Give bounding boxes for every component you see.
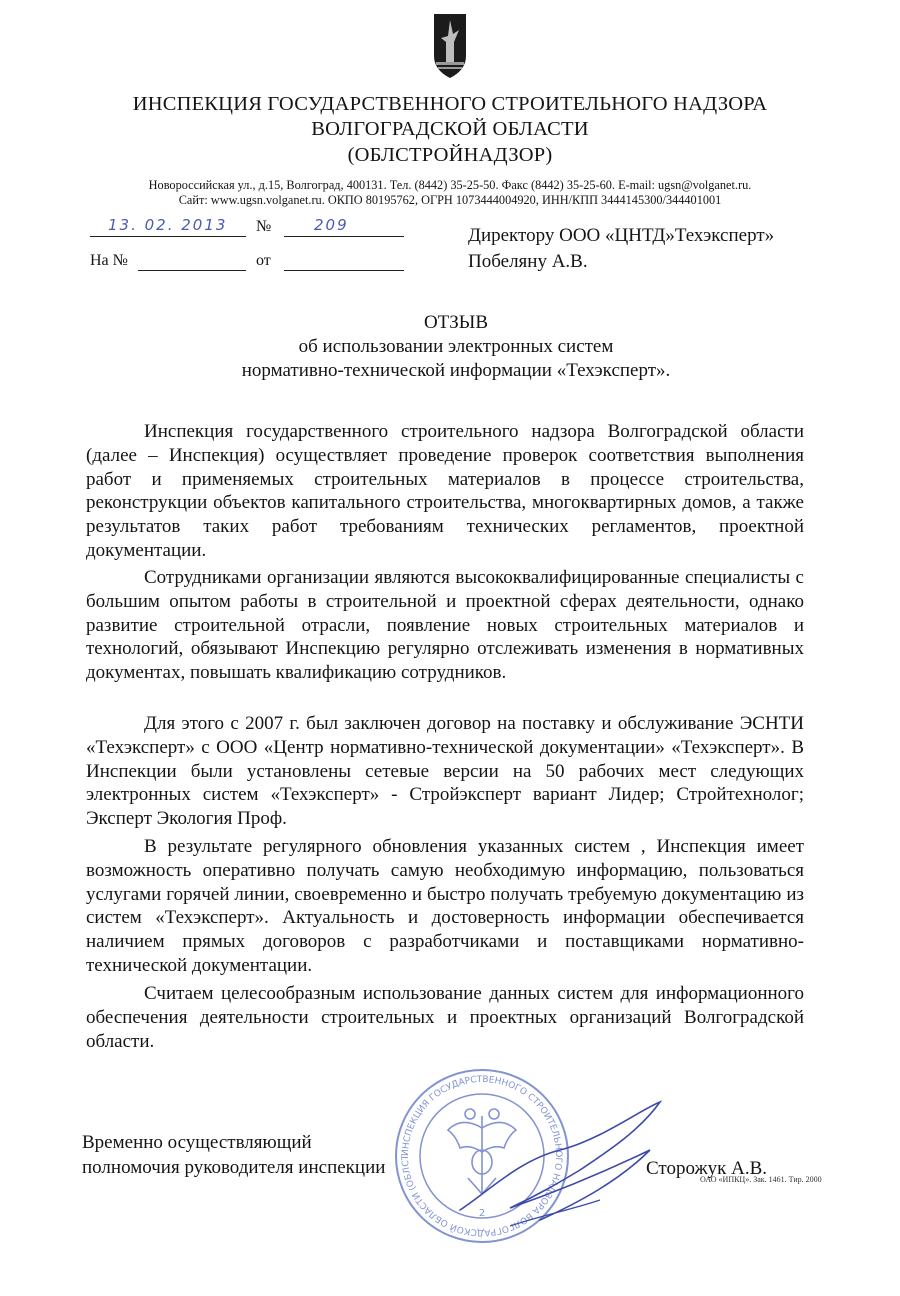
document-subtitle1: об использовании электронных систем <box>298 336 614 357</box>
number-label: № <box>256 218 272 235</box>
body-paragraph-3: Для этого с 2007 г. был заключен договор на поставку и обслуживание ЭСНТИ «Техэксперт» с ООО «Центр нормативно-технической документации» «Техэксперт». В Инспекции были установлены сетевые версии на 50 рабочих мест следующих электронных систем «Техэксперт» - Стройэксперт вариант Лидер; Стройтехнолог; Эксперт Экология Проф. <box>86 713 804 830</box>
signatory-name: Сторожук А.В. <box>646 1158 768 1179</box>
seal-text: ИНСПЕКЦИЯ ГОСУДАРСТВЕННОГО СТРОИТЕЛЬНОГО НАДЗОРА ВОЛГОГРАДСКОЙ ОБЛАСТИ (ОБЛСТ <box>400 1074 564 1238</box>
outgoing-number: 209 <box>314 216 349 234</box>
contacts-line1: Новороссийская ул., д.15, Волгоград, 400131. Тел. (8442) 35-25-50. Факс (8442) 35-25-60. E-mail: ugsn@volganet.ru. <box>148 178 752 192</box>
contacts-line2: Сайт: www.ugsn.volganet.ru. ОКПО 80195762, ОГРН 1073444004920, ИНН/КПП 3444145300/344401001 <box>178 193 722 207</box>
org-name-line2: ВОЛГОГРАДСКОЙ ОБЛАСТИ <box>311 118 589 140</box>
registration-block <box>90 212 410 272</box>
signatory-position-line1: Временно осуществляющий <box>82 1132 312 1153</box>
body-paragraph-5: Считаем целесообразным использование данных систем для информационного обеспечения деятельности строительных и проектных организаций Волгоградской области. <box>86 983 804 1052</box>
ref-date-label: от <box>256 252 271 269</box>
recipient-line2: Побеляну А.В. <box>468 251 588 272</box>
signatory-position-line2: полномочия руководителя инспекции <box>82 1157 386 1178</box>
document-title: ОТЗЫВ <box>423 312 489 333</box>
org-name-line3: (ОБЛСТРОЙНАДЗОР) <box>347 144 553 166</box>
body-paragraph-2: Сотрудниками организации являются высококвалифицированные специалисты с большим опытом работы в строительной и проектной сферах деятельности, однако развитие строительной отрасли, появление новых строительных материалов и технологий, обязывают Инспекцию регулярно отслеживать изменения в нормативных документах, повышать квалификацию сотрудников. <box>86 567 804 684</box>
seal-number: 2 <box>478 1208 486 1219</box>
print-mark: ОАО «ИПКЦ». Зак. 1461. Тир. 2000 <box>700 1175 822 1184</box>
signatory-position <box>82 1130 385 1180</box>
recipient-line1: Директору ООО «ЦНТД»Техэксперт» <box>468 225 775 246</box>
org-name-line1: ИНСПЕКЦИЯ ГОСУДАРСТВЕННОГО СТРОИТЕЛЬНОГО НАДЗОРА <box>132 93 768 115</box>
coat-of-arms-icon <box>430 12 470 82</box>
ref-number-label: На № <box>90 252 128 269</box>
body-paragraph-4: В результате регулярного обновления указанных систем , Инспекция имеет возможность оперативно получать самую необходимую информацию, пользоваться услугами горячей линии, своевременно и быстро получать требуемую документацию из систем «Техэксперт». Актуальность и достоверность информации обеспечивается наличием прямых договоров с разработчиками и поставщиками нормативно-технической документации. <box>86 836 804 976</box>
document-subtitle2: нормативно-технической информации «Техэксперт». <box>241 360 671 381</box>
body-paragraph-1: Инспекция государственного строительного надзора Волгоградской области (далее – Инспекция) осуществляет проведение проверок соответствия выполнения работ и применяемых строительных материалов в процессе строительства, реконструкции объектов капитального строительства, многоквартирных домов, а также результатов таких работ требованиям технических регламентов, проектной документации. <box>86 421 804 561</box>
outgoing-date: 13. 02. 2013 <box>108 216 228 234</box>
